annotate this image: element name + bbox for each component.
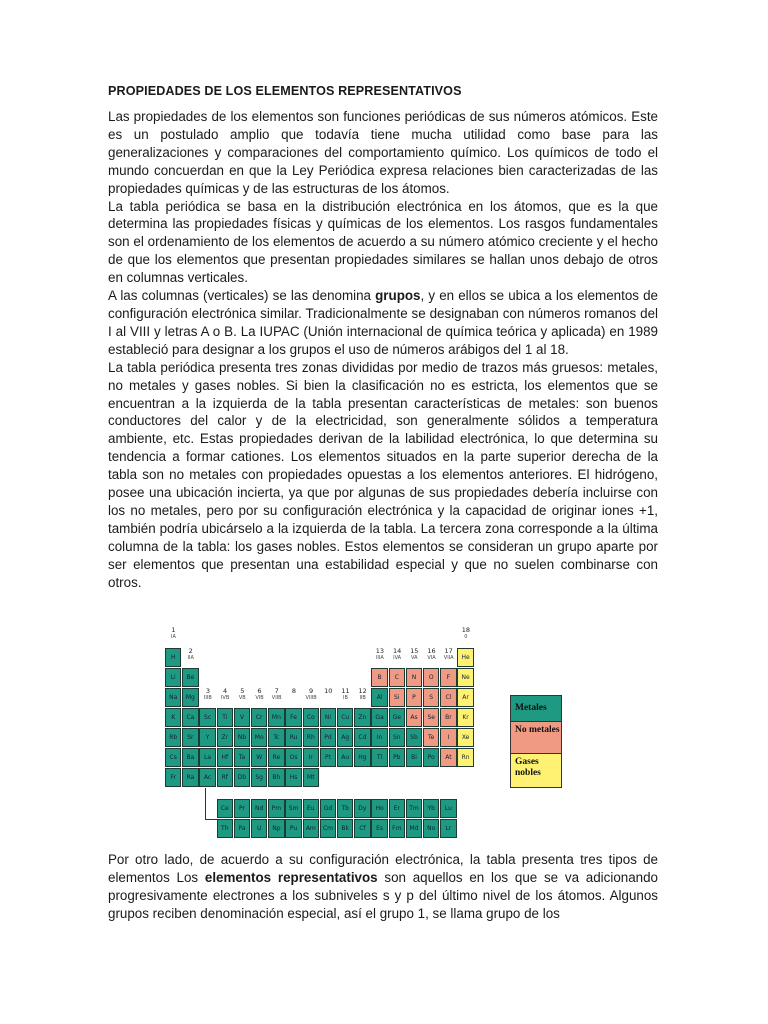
element-cell-zr: Zr <box>217 728 233 747</box>
group-roman: VIIIB <box>305 695 317 701</box>
element-cell-o: O <box>423 668 439 687</box>
element-cell-c: C <box>389 668 405 687</box>
element-cell-p: P <box>406 688 422 707</box>
group-label-17 <box>440 648 457 662</box>
group-roman: VIB <box>255 695 264 701</box>
element-cell-al: Al <box>371 688 387 707</box>
group-label-12 <box>354 688 371 702</box>
element-cell-w: W <box>251 748 267 767</box>
element-cell-pu: Pu <box>285 819 301 838</box>
group-label-9 <box>303 688 320 702</box>
element-cell-nb: Nb <box>234 728 250 747</box>
element-cell-ba: Ba <box>182 748 198 767</box>
element-cell-ti: Ti <box>217 708 233 727</box>
element-cell-sn: Sn <box>389 728 405 747</box>
element-cell-te: Te <box>423 728 439 747</box>
element-cell-k: K <box>165 708 181 727</box>
element-cell-pb: Pb <box>389 748 405 767</box>
element-cell-nd: Nd <box>251 799 267 818</box>
element-cell-xe: Xe <box>457 728 473 747</box>
element-cell-gd: Gd <box>320 799 336 818</box>
element-cell-h: H <box>165 648 181 667</box>
group-number: 11 <box>341 687 350 695</box>
group-roman: IA <box>171 634 176 640</box>
group-roman: IVA <box>393 655 402 661</box>
group-number: 13 <box>375 647 385 655</box>
group-label-18 <box>457 627 474 641</box>
element-cell-ta: Ta <box>234 748 250 767</box>
element-cell-th: Th <box>217 819 233 838</box>
element-cell-cu: Cu <box>337 708 353 727</box>
element-cell-hg: Hg <box>354 748 370 767</box>
group-number: 12 <box>358 687 367 695</box>
element-cell-ne: Ne <box>457 668 473 687</box>
element-cell-s: S <box>423 688 439 707</box>
element-cell-ac: Ac <box>199 768 215 787</box>
document-title: PROPIEDADES DE LOS ELEMENTOS REPRESENTATIVOS <box>108 84 462 98</box>
group-label-4 <box>217 688 234 702</box>
element-cell-at: At <box>440 748 456 767</box>
group-label-8 <box>285 688 302 695</box>
element-cell-ca: Ca <box>182 708 198 727</box>
element-cell-se: Se <box>423 708 439 727</box>
element-cell-rb: Rb <box>165 728 181 747</box>
group-number: 6 <box>257 687 262 695</box>
element-cell-v: V <box>234 708 250 727</box>
element-cell-bh: Bh <box>268 768 284 787</box>
element-cell-au: Au <box>337 748 353 767</box>
group-roman: IIB <box>359 695 366 701</box>
element-cell-ag: Ag <box>337 728 353 747</box>
element-cell-db: Db <box>234 768 250 787</box>
element-cell-am: Am <box>303 819 319 838</box>
group-number: 7 <box>274 687 279 695</box>
element-cell-pa: Pa <box>234 819 250 838</box>
bold-term-grupos: grupos <box>375 288 421 304</box>
group-number: 15 <box>410 647 419 655</box>
group-roman: VIIA <box>443 655 454 661</box>
element-cell-os: Os <box>285 748 301 767</box>
element-cell-er: Er <box>389 799 405 818</box>
element-cell-cs: Cs <box>165 748 181 767</box>
paragraph-1: Las propiedades de los elementos son funciones periódicas de sus números atómicos. Este es un postulado amplio que todavía tiene mucha utilidad como base para las generalizaciones y comparaciones del comportamiento químico. Los químicos de todo el mundo concuerdan en que la Ley Periódica expresa relaciones bien caracterizadas de las propiedades químicas y de las estructuras de los átomos. <box>108 109 658 196</box>
group-number: 14 <box>392 647 402 655</box>
element-cell-md: Md <box>406 819 422 838</box>
group-roman: IIA <box>187 655 194 661</box>
element-cell-dy: Dy <box>354 799 370 818</box>
group-number: 10 <box>324 687 333 695</box>
group-number: 3 <box>205 687 210 695</box>
element-cell-la: La <box>199 748 215 767</box>
element-cell-pm: Pm <box>268 799 284 818</box>
element-cell-br: Br <box>440 708 456 727</box>
element-cell-bi: Bi <box>406 748 422 767</box>
group-label-2 <box>182 648 199 662</box>
document-body <box>108 84 658 591</box>
group-roman: VIIB <box>271 695 282 701</box>
element-cell-zn: Zn <box>354 708 370 727</box>
element-cell-ge: Ge <box>389 708 405 727</box>
element-cell-y: Y <box>199 728 215 747</box>
group-roman: VIA <box>427 655 436 661</box>
element-cell-mo: Mo <box>251 728 267 747</box>
element-cell-sc: Sc <box>199 708 215 727</box>
element-cell-bk: Bk <box>337 819 353 838</box>
group-roman: IIIB <box>203 695 212 701</box>
element-cell-hf: Hf <box>217 748 233 767</box>
element-cell-es: Es <box>371 819 387 838</box>
element-cell-cl: Cl <box>440 688 456 707</box>
group-number: 8 <box>291 687 296 695</box>
element-cell-ir: Ir <box>303 748 319 767</box>
element-cell-sm: Sm <box>285 799 301 818</box>
legend-no-metales: No metales <box>511 722 561 754</box>
element-cell-i: I <box>440 728 456 747</box>
element-cell-re: Re <box>268 748 284 767</box>
group-label-5 <box>234 688 251 702</box>
element-cell-hs: Hs <box>285 768 301 787</box>
element-cell-co: Co <box>303 708 319 727</box>
group-number: 2 <box>188 647 193 655</box>
group-roman: IB <box>343 695 348 701</box>
group-label-3 <box>199 688 216 702</box>
element-cell-be: Be <box>182 668 198 687</box>
document-body-continued <box>108 851 658 923</box>
element-cell-np: Np <box>268 819 284 838</box>
element-cell-sb: Sb <box>406 728 422 747</box>
bold-term-elementos-representativos: elementos representativos <box>204 869 378 885</box>
paragraph-2: La tabla periódica se basa en la distribución electrónica en los átomos, que es la que determina las propiedades físicas y químicas de los elementos. Los rasgos fundamentales son el ordenamiento de los elementos de acuerdo a su número atómico creciente y el hecho de que los elementos que presentan propiedades similares se hallan unos debajo de otros en columnas verticales. <box>108 198 658 286</box>
group-label-10 <box>320 688 337 695</box>
element-cell-as: As <box>406 708 422 727</box>
element-cell-rf: Rf <box>217 768 233 787</box>
element-cell-fe: Fe <box>285 708 301 727</box>
group-roman: VB <box>238 695 246 701</box>
element-cell-sg: Sg <box>251 768 267 787</box>
element-cell-tb: Tb <box>337 799 353 818</box>
group-roman: 0 <box>464 634 468 640</box>
group-number: 1 <box>171 626 176 634</box>
group-label-1 <box>165 627 182 641</box>
element-cell-n: N <box>406 668 422 687</box>
element-cell-tm: Tm <box>406 799 422 818</box>
group-label-14 <box>389 648 406 662</box>
element-cell-mg: Mg <box>182 688 198 707</box>
element-cell-he: He <box>457 648 473 667</box>
group-number: 9 <box>309 687 314 695</box>
element-cell-ga: Ga <box>371 708 387 727</box>
element-cell-eu: Eu <box>303 799 319 818</box>
group-label-11 <box>337 688 354 702</box>
element-cell-ra: Ra <box>182 768 198 787</box>
element-cell-cf: Cf <box>354 819 370 838</box>
element-cell-li: Li <box>165 668 181 687</box>
group-number: 4 <box>223 687 228 695</box>
element-cell-po: Po <box>423 748 439 767</box>
element-cell-pd: Pd <box>320 728 336 747</box>
element-cell-pr: Pr <box>234 799 250 818</box>
element-cell-na: Na <box>165 688 181 707</box>
group-label-6 <box>251 688 268 702</box>
element-cell-u: U <box>251 819 267 838</box>
element-cell-ni: Ni <box>320 708 336 727</box>
group-number: 5 <box>240 687 245 695</box>
group-label-13 <box>371 648 388 662</box>
element-cell-in: In <box>371 728 387 747</box>
element-cell-yb: Yb <box>423 799 439 818</box>
element-cell-tl: Tl <box>371 748 387 767</box>
element-cell-cr: Cr <box>251 708 267 727</box>
paragraph-4: La tabla periódica presenta tres zonas divididas por medio de trazos más gruesos: metales, no metales y gases nobles. Si bien la clasificación no es estricta, los elementos que se encuentran a la izquierda de la tabla presentan características de metales: son buenos conductores del calor y de la electricidad, son generalmente sólidos a temperatura ambiente, etc. Estas propiedades derivan de la labilidad electrónica, lo que determina su tendencia a formar cationes. Los elementos situados en la parte superior derecha de la tabla son no metales con propiedades opuestas a los elementos anteriores. El hidrógeno, posee una ubicación incierta, ya que por algunas de sus propiedades debería incluirse con los no metales, pero por su configuración electrónica y la capacidad de originar iones +1, también podría ubicárselo a la izquierda de la tabla. La tercera zona corresponde a la última columna de la tabla: los gases nobles. Estos elementos se consideran un grupo aparte por ser elementos que presentan una estabilidad especial y que no suelen combinarse con otros. <box>108 359 658 590</box>
element-cell-kr: Kr <box>457 708 473 727</box>
group-number: 17 <box>444 647 453 655</box>
group-number: 16 <box>427 647 436 655</box>
group-label-15 <box>406 648 423 662</box>
element-cell-ru: Ru <box>285 728 301 747</box>
element-cell-b: B <box>371 668 387 687</box>
element-cell-mn: Mn <box>268 708 284 727</box>
legend-gases-nobles: Gases nobles <box>511 754 561 787</box>
f-block-connector <box>205 788 217 820</box>
element-cell-mt: Mt <box>303 768 319 787</box>
group-number: 18 <box>461 626 471 634</box>
periodic-table-legend <box>510 695 562 788</box>
legend-metales: Metales <box>511 696 561 722</box>
element-cell-fm: Fm <box>389 819 405 838</box>
element-cell-lr: Lr <box>440 819 456 838</box>
element-cell-no: No <box>423 819 439 838</box>
element-cell-pt: Pt <box>320 748 336 767</box>
element-cell-rn: Rn <box>457 748 473 767</box>
group-label-16 <box>423 648 440 662</box>
group-label-7 <box>268 688 285 702</box>
group-roman: IVB <box>220 695 230 701</box>
element-cell-ce: Ce <box>217 799 233 818</box>
element-cell-sr: Sr <box>182 728 198 747</box>
paragraph-5: Por otro lado, de acuerdo a su configuración electrónica, la tabla presenta tres tipos de elementos Los elementos representativos son aquellos en los que se va adicionando progresivamente electrones a los subniveles s y p del último nivel de los átomos. Algunos grupos reciben denominación especial, así el grupo 1, se llama grupo de los <box>108 852 659 921</box>
group-roman: IIIA <box>375 655 384 661</box>
element-cell-lu: Lu <box>440 799 456 818</box>
element-cell-si: Si <box>389 688 405 707</box>
group-roman: VA <box>411 655 418 661</box>
element-cell-tc: Tc <box>268 728 284 747</box>
element-cell-cm: Cm <box>320 819 336 838</box>
element-cell-ar: Ar <box>457 688 473 707</box>
paragraph-3: A las columnas (verticales) se las denomina grupos, y en ellos se ubica a los elementos de configuración electrónica similar. Tradicionalmente se designaban con números romanos del I al VIII y letras A o B. La IUPAC (Unión internacional de química teórica y aplicada) en 1989 estableció para designar a los grupos el uso de números arábigos del 1 al 18. <box>108 288 658 357</box>
periodic-table-figure <box>165 627 495 834</box>
element-cell-ho: Ho <box>371 799 387 818</box>
element-cell-rh: Rh <box>303 728 319 747</box>
element-cell-f: F <box>440 668 456 687</box>
element-cell-fr: Fr <box>165 768 181 787</box>
element-cell-cd: Cd <box>354 728 370 747</box>
